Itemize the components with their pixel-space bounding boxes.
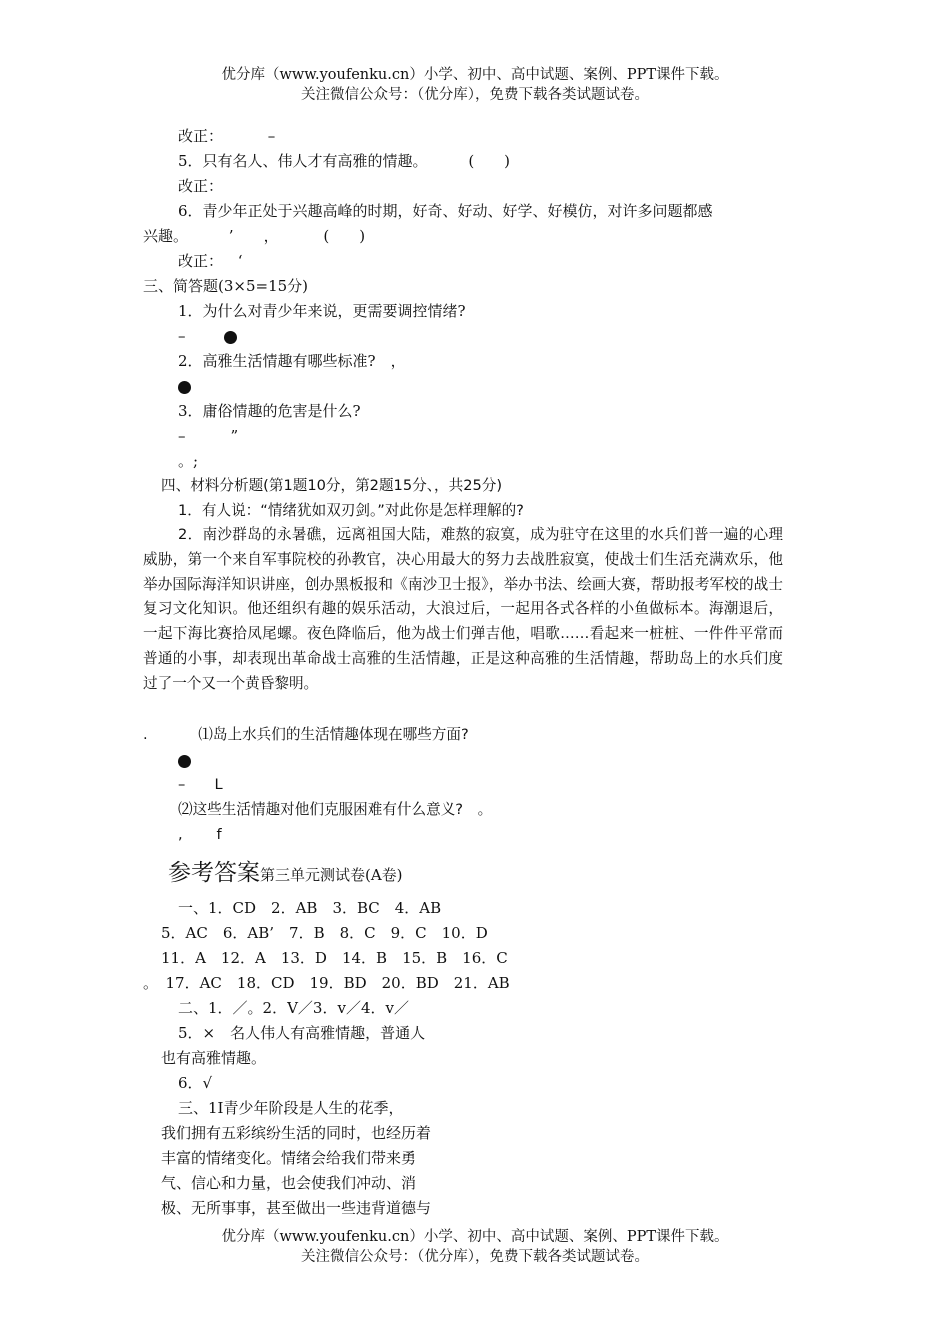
- subquestion-1-text: ⑴岛上水兵们的生活情趣体现在哪些方面?: [198, 726, 469, 743]
- section-4-question-1: 1．有人说：“情绪犹如双刃剑。”对此你是怎样理解的?: [178, 502, 524, 519]
- header-line-2: 关注微信公众号：（优分库），免费下载各类试题试卷。: [301, 87, 649, 103]
- section-3-question-3: 3．庸俗情趣的危害是什么?: [178, 402, 361, 420]
- answers-line-2: 5．AC 6．AB’ 7．B 8．C 9．C 10．D: [161, 924, 488, 942]
- section-4-title: 四、材料分析题(第1题10分，第2题15分、，共25分): [161, 477, 503, 494]
- subquestion-1-answer-dot: [178, 750, 191, 770]
- correction-6-label: 改正：: [178, 252, 224, 270]
- subquestion-2-answer-marks: , f: [178, 826, 222, 843]
- answers-line-3: 11．A 12．A 13．D 14．B 15．B 16．C: [161, 949, 508, 967]
- answers-title-small: 第三单元测试卷(A卷): [260, 866, 403, 884]
- section-4-subquestion-1: [143, 725, 469, 745]
- question-2-5-text: 5．只有名人、伟人才有高雅的情趣。: [178, 152, 428, 170]
- section-3-question-1: 1．为什么对青少年来说，更需要调控情绪?: [178, 302, 466, 320]
- answers-line-9: 三、1I青少年阶段是人生的花季，: [178, 1099, 404, 1117]
- correction-6: [178, 251, 243, 271]
- subquestion-1-answer-marks: – L: [178, 776, 223, 793]
- question-2-6-line-1: 6．青少年正处于兴趣高峰的时期，好奇、好动、好学、好模仿，对许多问题都感: [178, 202, 713, 220]
- answers-heading: [168, 858, 403, 890]
- bullet-dot-icon: [178, 381, 191, 394]
- question-2-5-answer-paren: ( ): [468, 152, 511, 170]
- section-3-answer-3-after: 。;: [178, 452, 199, 470]
- correction-4-label: 改正：: [178, 127, 224, 145]
- bullet-dot-icon: [224, 331, 237, 344]
- correction-6-mark: ‘: [237, 252, 243, 270]
- question-2-5: [178, 151, 510, 171]
- section-3-answer-3-marks: – ”: [178, 427, 239, 445]
- answers-line-10: 我们拥有五彩缤纷生活的同时，也经历着: [161, 1124, 432, 1142]
- answers-line-4: 。 17．AC 18．CD 19．BD 20．BD 21．AB: [143, 974, 510, 992]
- footer-line-1: 优分库（www.youfenku.cn）小学、初中、高中试题、案例、PPT课件下载。: [221, 1229, 729, 1245]
- answers-line-12: 气、信心和力量，也会使我们冲动、消: [161, 1174, 417, 1192]
- answers-line-13: 极、无所事事，甚至做出一些违背道德与: [161, 1199, 432, 1217]
- answers-line-7: 也有高雅情趣。: [161, 1049, 267, 1067]
- bullet-dot-icon: [178, 755, 191, 768]
- footer-line-2: 关注微信公众号：（优分库），免费下载各类试题试卷。: [301, 1249, 649, 1265]
- correction-4-mark: –: [267, 127, 276, 145]
- question-2-6-tail: 兴趣。: [143, 227, 189, 245]
- header-line-1: 优分库（www.youfenku.cn）小学、初中、高中试题、案例、PPT课件下载。: [221, 67, 729, 83]
- correction-5: 改正：: [178, 177, 224, 195]
- answers-line-8: 6．√: [178, 1074, 213, 1092]
- section-3-question-2: 2．高雅生活情趣有哪些标准? ，: [178, 352, 406, 370]
- answers-line-11: 丰富的情绪变化。情绪会给我们带来勇: [161, 1149, 417, 1167]
- answers-line-5: 二、1．／。2．V／3．v／4．v／: [178, 999, 409, 1017]
- answers-line-6: 5．× 名人伟人有高雅情趣，普通人: [178, 1024, 426, 1042]
- subquestion-1-prefix: .: [143, 726, 148, 743]
- section-3-answer-2-marks: [178, 376, 191, 396]
- section-4-subquestion-2: ⑵这些生活情趣对他们克服困难有什么意义? 。: [178, 801, 493, 818]
- section-4-question-2-passage: 2．南沙群岛的永暑礁，远离祖国大陆，难熬的寂寞，成为驻守在这里的水兵们普一遍的心理威胁，第一个来自军事院校的孙教官，决心用最大的努力去战胜寂寞，使战士们生活充满欢乐，他举办国际海洋知识讲座，创办黑板报和《南沙卫士报》，举办书法、绘画大赛，帮助报考军校的战士复习文化知识。他还组织有趣的娱乐活动，大浪过后，一起用各式各样的小鱼做标本。海潮退后，一起下海比赛拾凤尾螺。夜色降临后，他为战士们弹吉他，唱歌……看起来一桩桩、一件件平常而普通的小事，却表现出革命战士高雅的生活情趣，正是这种高雅的生活情趣，帮助岛上的水兵们度过了一个又一个黄昏黎明。: [143, 526, 783, 692]
- answers-line-1: 一、1．CD 2．AB 3．BC 4．AB: [178, 899, 442, 917]
- question-2-6-marks: ’ ，: [228, 227, 279, 245]
- correction-4: [178, 126, 275, 146]
- section-3-answer-1-marks: [178, 326, 237, 346]
- question-2-6-answer-paren: ( ): [323, 227, 366, 245]
- section-3-title: 三、简答题(3×5=15分): [143, 277, 309, 295]
- question-2-6-line-2: [143, 226, 365, 246]
- section-3-answer-1-dash: –: [178, 327, 186, 345]
- answers-title-big: 参考答案: [168, 860, 260, 886]
